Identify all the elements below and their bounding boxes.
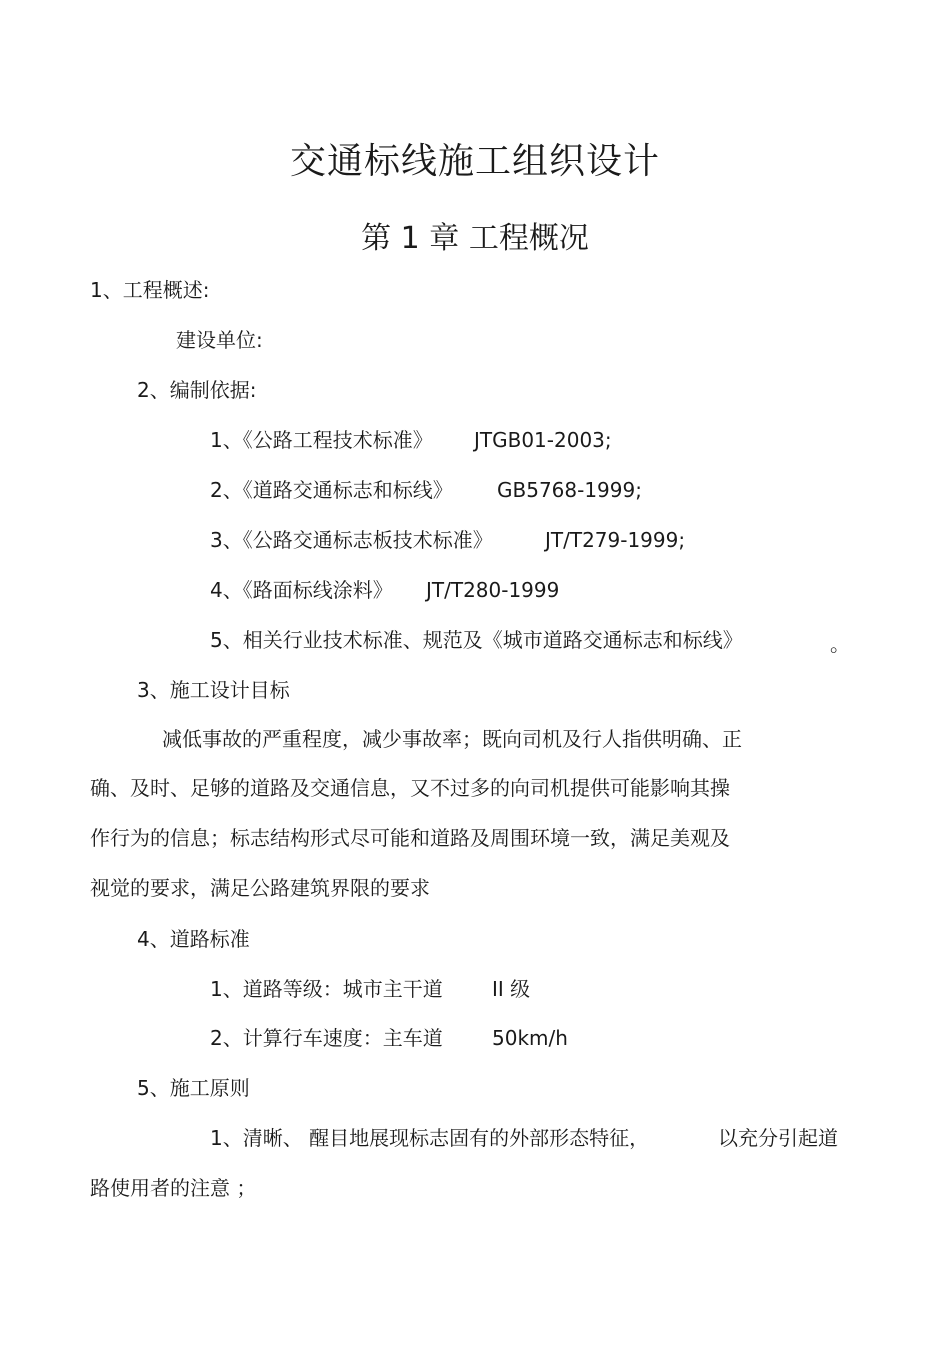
reference-item-5: 5、相关行业技术标准、规范及《城市道路交通标志和标线》: [210, 628, 743, 652]
goal-paragraph-line-2: 确、及时、足够的道路及交通信息，又不过多的向司机提供可能影响其操: [90, 776, 730, 800]
section-5-heading: 5、施工原则: [137, 1076, 250, 1100]
reference-code-2: GB5768-1999;: [497, 478, 642, 502]
section-1-heading: 1、工程概述:: [90, 278, 210, 302]
chapter-title: 第 1 章 工程概况: [361, 221, 589, 256]
principle-item-1: 1、清晰、 醒目地展现标志固有的外部形态特征，: [210, 1126, 650, 1150]
design-speed-value: 50km/h: [492, 1026, 568, 1050]
reference-code-3: JT/T279-1999;: [545, 528, 686, 552]
road-grade-value: II 级: [492, 977, 531, 1001]
reference-code-4: JT/T280-1999: [426, 578, 560, 602]
section-3-heading: 3、施工设计目标: [137, 678, 290, 702]
reference-item-2: 2、《道路交通标志和标线》: [210, 478, 453, 502]
reference-item-4: 4、《路面标线涂料》: [210, 578, 393, 602]
reference-code-1: JTGB01-2003;: [474, 428, 612, 452]
reference-item-1: 1、《公路工程技术标准》: [210, 428, 433, 452]
road-standard-item-2: 2、计算行车速度：主车道: [210, 1026, 443, 1050]
road-standard-item-1: 1、道路等级：城市主干道: [210, 977, 443, 1001]
reference-item-3: 3、《公路交通标志板技术标准》: [210, 528, 493, 552]
goal-paragraph-line-4: 视觉的要求，满足公路建筑界限的要求: [90, 876, 430, 900]
goal-paragraph-line-1: 减低事故的严重程度，减少事故率；既向司机及行人指供明确、正: [162, 727, 742, 751]
principle-item-1-tail: 以充分引起道: [718, 1126, 838, 1150]
reference-item-5-end-mark: 。: [830, 632, 850, 656]
goal-paragraph-line-3: 作行为的信息；标志结构形式尽可能和道路及周围环境一致，满足美观及: [90, 826, 730, 850]
document-title: 交通标线施工组织设计: [289, 141, 660, 182]
principle-item-1-continuation: 路使用者的注意 ；: [90, 1176, 257, 1200]
construction-unit-label: 建设单位:: [176, 328, 263, 352]
section-4-heading: 4、道路标准: [137, 927, 250, 951]
section-2-heading: 2、编制依据:: [137, 378, 257, 402]
